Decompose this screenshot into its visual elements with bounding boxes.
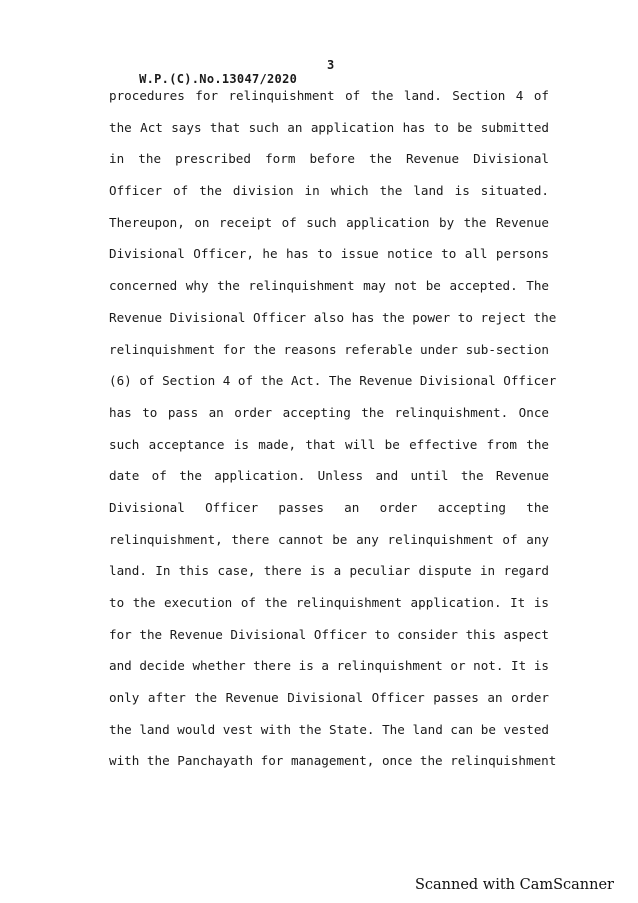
text-line: to the execution of the relinquishment application. It is xyxy=(109,595,549,610)
text-line: land. In this case, there is a peculiar dispute in regard xyxy=(109,563,549,579)
text-line: in the prescribed form before the Revenue Divisional xyxy=(109,151,549,167)
text-line: the Act says that such an application has to be submitted xyxy=(109,119,549,135)
text-line: for the Revenue Divisional Officer to consider this aspect xyxy=(109,626,549,642)
text-line: such acceptance is made, that will be effective from the xyxy=(109,436,549,452)
text-line: Thereupon, on receipt of such application by the Revenue xyxy=(109,214,549,230)
text-line: has to pass an order accepting the relinquishment. Once xyxy=(109,404,549,420)
page-number: 3 xyxy=(327,58,335,72)
judgment-body xyxy=(109,86,557,783)
text-line: the land would vest with the State. The land can be vested xyxy=(109,721,549,737)
text-line: concerned why the relinquishment may not be accepted. The xyxy=(109,278,549,294)
text-line: date of the application. Unless and until the Revenue xyxy=(109,468,549,484)
text-line: with the Panchayath for management, once the relinquishment xyxy=(109,753,557,769)
text-line: relinquishment for the reasons referable under sub-section xyxy=(109,341,549,357)
text-line: Divisional Officer passes an order accepting the xyxy=(109,499,549,515)
case-number: W.P.(C).No.13047/2020 xyxy=(139,72,298,86)
text-line: procedures for relinquishment of the land. Section 4 of xyxy=(109,88,549,103)
text-line: relinquishment, there cannot be any relinquishment of any xyxy=(109,531,549,547)
text-line: Revenue Divisional Officer also has the power to reject the xyxy=(109,309,557,325)
text-line: only after the Revenue Divisional Officer passes an order xyxy=(109,690,549,706)
text-line: Officer of the division in which the land is situated. xyxy=(109,183,549,199)
scanner-watermark: Scanned with CamScanner xyxy=(414,877,614,893)
text-line: (6) of Section 4 of the Act. The Revenue Divisional Officer xyxy=(109,373,557,389)
text-line: Divisional Officer, he has to issue notice to all persons xyxy=(109,246,549,262)
text-line: and decide whether there is a relinquishment or not. It is xyxy=(109,658,549,674)
